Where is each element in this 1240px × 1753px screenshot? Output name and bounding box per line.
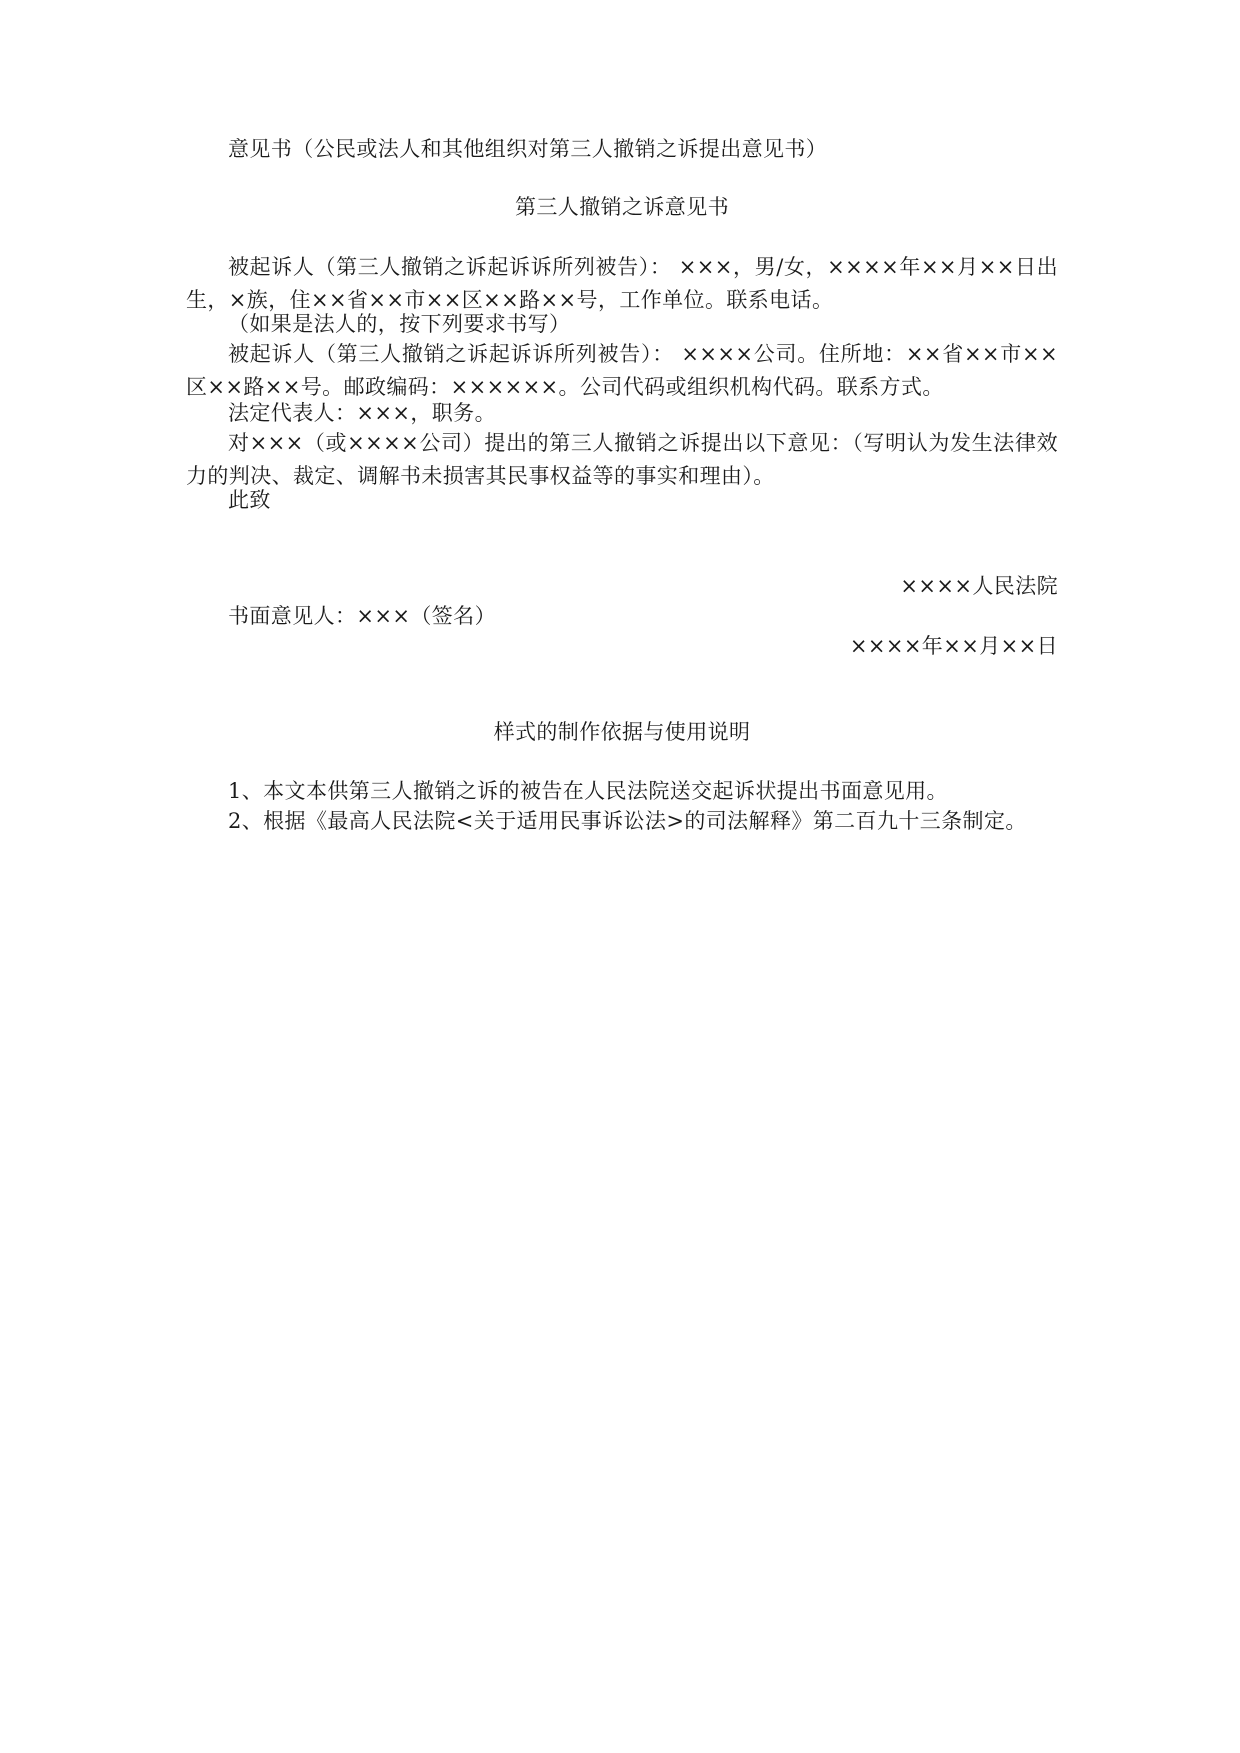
defendant-individual-paragraph: 被起诉人（第三人撤销之诉起诉诉所列被告）： ×××，男/女，××××年××月××日出生，×族，住××省××市××区××路××号，工作单位。联系电话。 [186, 255, 1058, 312]
salutation: 此致 [228, 488, 271, 512]
signatory-line: 书面意见人：×××（签名） [228, 604, 496, 628]
court-name: ××××人民法院 [900, 574, 1058, 598]
document-date: ××××年××月××日 [849, 634, 1058, 658]
document-header-line: 意见书（公民或法人和其他组织对第三人撤销之诉提出意见书） [228, 137, 828, 161]
legal-representative-line: 法定代表人：×××，职务。 [228, 401, 496, 425]
instruction-item-1: 1、本文本供第三人撤销之诉的被告在人民法院送交起诉状提出书面意见用。 [228, 779, 948, 803]
instructions-title: 样式的制作依据与使用说明 [493, 720, 751, 744]
instruction-item-2: 2、根据《最高人民法院<关于适用民事诉讼法>的司法解释》第二百九十三条制定。 [228, 809, 1027, 833]
opinion-paragraph: 对×××（或××××公司）提出的第三人撤销之诉提出以下意见：（写明认为发生法律效力的判决、裁定、调解书未损害其民事权益等的事实和理由）。 [186, 431, 1058, 488]
document-title: 第三人撤销之诉意见书 [515, 195, 729, 219]
legal-person-note: （如果是法人的，按下列要求书写） [228, 312, 571, 336]
defendant-company-paragraph: 被起诉人（第三人撤销之诉起诉诉所列被告）： ××××公司。住所地：××省××市××区××路××号。邮政编码：××××××。公司代码或组织机构代码。联系方式。 [186, 342, 1058, 399]
